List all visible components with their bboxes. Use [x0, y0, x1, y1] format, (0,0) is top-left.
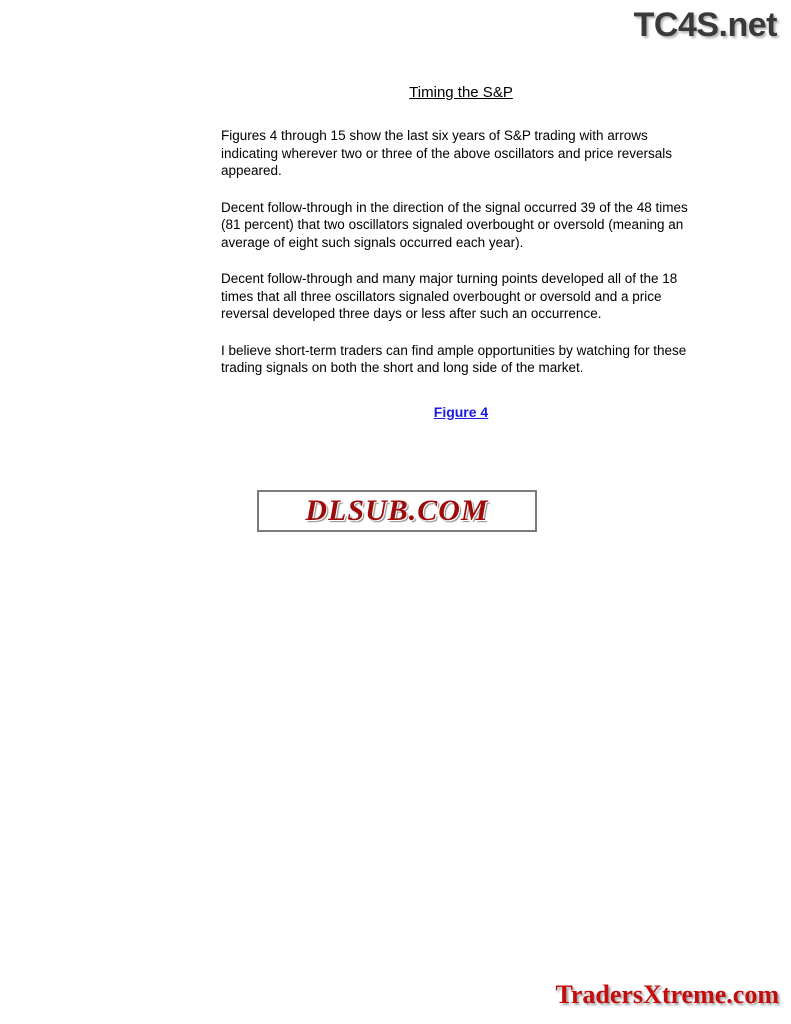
body-paragraph-3: Decent follow-through and many major turning points developed all of the 18 times that all three oscillators signaled overbought or oversold and a price reversal developed three days or less after such an occurrence. [221, 271, 678, 321]
body-paragraph-4: I believe short-term traders can find ample opportunities by watching for these trading signals on both the short and long side of the market. [221, 342, 687, 375]
site-watermark-bottom: TradersXtreme.com [555, 980, 779, 1009]
page-title: Timing the S&P [409, 84, 513, 101]
dlsub-stamp-text: DLSUB.COM [305, 494, 489, 527]
site-watermark-top: TC4S.net [633, 6, 777, 44]
body-paragraph-2: Decent follow-through in the direction of the signal occurred 39 of the 48 times (81 percent) that two oscillators signaled overbought or oversold (meaning an average of eight such signals occurred each year). [221, 199, 688, 250]
figure-caption: Figure 4 [433, 403, 489, 420]
body-paragraph-1: Figures 4 through 15 show the last six years of S&P trading with arrows indicating wherever two or three of the above oscillators and price reversals appeared. [221, 128, 672, 178]
dlsub-stamp [257, 490, 537, 532]
document-content [221, 84, 701, 420]
